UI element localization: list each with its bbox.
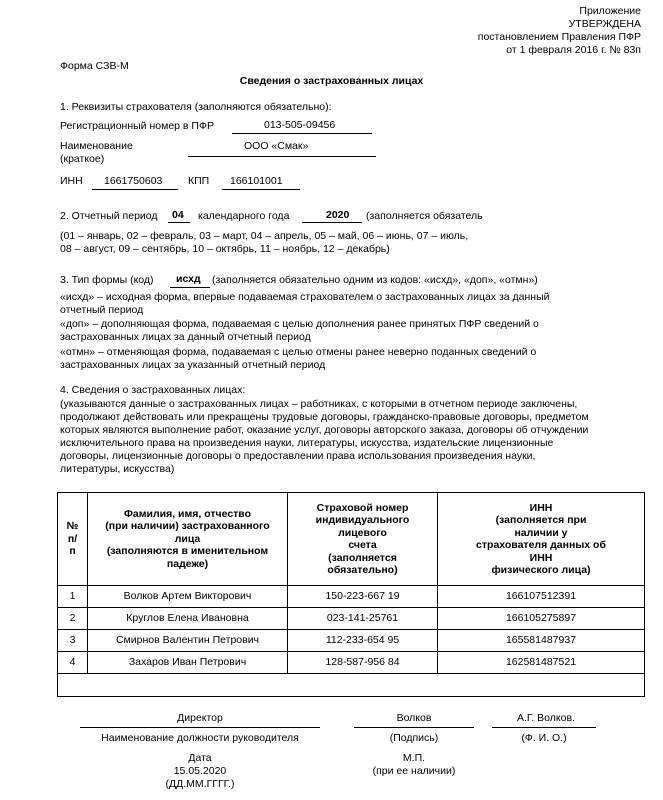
year-underline — [302, 222, 362, 223]
form-type-underline — [170, 287, 210, 288]
fio-value: А.Г. Волков. — [517, 712, 575, 724]
fio-line — [492, 727, 596, 728]
col-header-fio: Фамилия, имя, отчество (при наличии) застрахованного лица (заполняются в именительном падеже) — [88, 493, 288, 586]
section3-heading: 3. Тип формы (код) — [60, 274, 154, 286]
position-line — [80, 727, 320, 728]
table-empty-row — [58, 674, 645, 697]
table-row — [58, 586, 645, 608]
form-type-desc-5: «отмн» – отменяющая форма, подаваемая с целью отмены ранее неверно поданных сведений о — [60, 346, 537, 358]
section2-heading: 2. Отчетный период — [60, 210, 158, 222]
section4-line-1: (указываются данные о застрахованных лицах – работниках, с которыми в отчетном периоде заключены, — [60, 398, 578, 410]
row-number: 2 — [58, 608, 88, 630]
form-type-desc-6: застрахованных лицах за указанный отчетный период — [60, 359, 326, 371]
months-legend-2: 08 – август, 09 – сентябрь, 10 – октябрь, 11 – ноябрь, 12 – декабрь) — [60, 243, 390, 255]
inn-value: 1661750603 — [104, 175, 163, 187]
period-note: (заполняется обязатель — [366, 210, 483, 222]
months-legend-1: (01 – январь, 02 – февраль, 03 – март, 04 – апрель, 05 – май, 06 – июнь, 07 – июль, — [60, 230, 469, 242]
section4-line-5: договоры, лицензионные договоры о предоставлении права использования произведения науки, — [60, 450, 536, 462]
row-snils: 128-587-956 84 — [288, 652, 438, 674]
form-type-desc-2: отчетный период — [60, 304, 144, 316]
reg-number-underline — [232, 133, 372, 134]
page-title: Сведения о застрахованных лицах — [239, 75, 424, 87]
signature-value: Волков — [396, 712, 432, 724]
row-fio: Волков Артем Викторович — [88, 586, 288, 608]
form-type-desc-4: застрахованных лицах за данный отчетный период — [60, 331, 311, 343]
period-value: 04 — [172, 209, 184, 221]
col-header-number: № п/ п — [58, 493, 88, 586]
date-value: 15.05.2020 — [173, 765, 227, 777]
row-inn: 166105275897 — [438, 608, 645, 630]
header-line-approved: УТВЕРЖДЕНА — [568, 18, 641, 30]
name-label: Наименование — [60, 140, 133, 152]
section4-line-6: литературы, искусства) — [60, 463, 175, 475]
form-type-code: исхд — [176, 273, 201, 285]
kpp-label: КПП — [188, 175, 210, 187]
stamp-note: (при ее наличии) — [372, 765, 456, 777]
row-fio: Круглов Елена Ивановна — [88, 608, 288, 630]
stamp-label: М.П. — [402, 752, 426, 764]
row-inn: 165581487937 — [438, 630, 645, 652]
row-snils: 150-223-667 19 — [288, 586, 438, 608]
insured-persons-table — [57, 492, 645, 697]
section1-heading: 1. Реквизиты страхователя (заполняются обязательно): — [60, 101, 332, 113]
row-fio: Смирнов Валентин Петрович — [88, 630, 288, 652]
reg-number-value: 013-505-09456 — [264, 119, 336, 131]
form-type-desc-3: «доп» – дополняющая форма, подаваемая с целью дополнения ранее принятых ПФР сведений о — [60, 318, 539, 330]
form-name: Форма СЗВ-М — [60, 60, 129, 72]
period-underline — [168, 222, 190, 223]
header-line-resolution: постановлением Правления ПФР — [477, 31, 641, 43]
row-number: 1 — [58, 586, 88, 608]
inn-label: ИНН — [60, 175, 83, 187]
signature-line — [354, 727, 474, 728]
row-inn: 162581487521 — [438, 652, 645, 674]
col-header-snils: Страховой номер индивидуального лицевого счета (заполняется обязательно) — [288, 493, 438, 586]
section4-line-4: исключительного права на произведения науки, литературы, искусства, издательские лицензионные — [60, 437, 554, 449]
header-line-appendix: Приложение — [579, 5, 641, 17]
year-value: 2020 — [326, 209, 350, 221]
header-line-date: от 1 февраля 2016 г. № 83п — [506, 44, 641, 56]
section4-heading: 4. Сведения о застрахованных лицах: — [60, 384, 246, 396]
name-underline — [188, 156, 376, 157]
inn-underline — [92, 189, 178, 190]
form-type-desc-1: «исхд» – исходная форма, впервые подаваемая страхователем о застрахованных лицах за данный — [60, 291, 550, 303]
row-inn: 166107512391 — [438, 586, 645, 608]
fio-label: (Ф. И. О.) — [521, 732, 567, 744]
table-header-row — [58, 493, 645, 586]
form-type-note: (заполняется обязательно одним из кодов: «исхд», «доп», «отмн») — [212, 274, 538, 286]
row-number: 4 — [58, 652, 88, 674]
reg-number-label: Регистрационный номер в ПФР — [60, 120, 214, 132]
row-number: 3 — [58, 630, 88, 652]
col-header-inn: ИНН (заполняется при наличии у страхователя данных об ИНН физического лица) — [438, 493, 645, 586]
table-row — [58, 630, 645, 652]
signature-label: (Подпись) — [389, 732, 439, 744]
table-row — [58, 652, 645, 674]
name-label-short: (краткое) — [60, 153, 105, 165]
section4-line-2: продолжают действовать или прекращены трудовые договоры, гражданско-правовые договоры, предметом — [60, 411, 589, 423]
position-label: Наименование должности руководителя — [101, 732, 299, 744]
section4-line-3: которых являются выполнение работ, оказание услуг, договоры авторского заказа, договоры об отчуждении — [60, 424, 589, 436]
table-row — [58, 608, 645, 630]
date-label: Дата — [188, 752, 212, 764]
kpp-value: 166101001 — [230, 175, 283, 187]
kpp-underline — [222, 189, 300, 190]
date-format: (ДД.ММ.ГГГГ.) — [165, 778, 235, 790]
row-snils: 112-233-654 95 — [288, 630, 438, 652]
position-value: Директор — [177, 712, 223, 724]
name-value: ООО «Смак» — [244, 140, 309, 152]
year-label: календарного года — [198, 210, 290, 222]
empty-cell — [58, 674, 645, 697]
row-snils: 023-141-25761 — [288, 608, 438, 630]
row-fio: Захаров Иван Петрович — [88, 652, 288, 674]
